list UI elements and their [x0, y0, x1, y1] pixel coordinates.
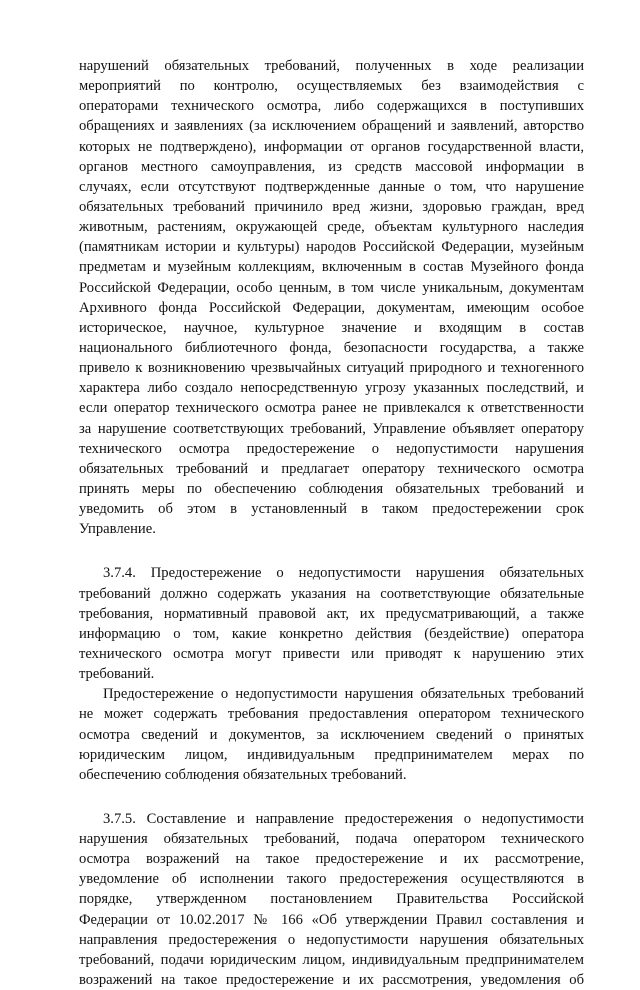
paragraph-gap: [79, 785, 584, 809]
text-line: обращениях и заявлениях (за исключением обращений и заявлений, авторство: [79, 118, 584, 135]
text-line: информацию о том, какие конкретно действия (бездействие) оператора: [79, 625, 584, 642]
text-line: уведомление об исполнении такого предостережения осуществляются в: [79, 871, 584, 888]
paragraph-continuation: [79, 56, 584, 539]
text-line: Федерации от 10.02.2017 № 166 «Об утверждении Правил составления и: [79, 911, 584, 928]
text-line: предметам и музейным коллекциям, включенным в состав Музейного фонда: [79, 259, 584, 276]
text-line: 3.7.4. Предостережение о недопустимости нарушения обязательных: [103, 565, 584, 582]
text-line: мероприятий по контролю, осуществляемых без взаимодействия с: [79, 78, 584, 95]
text-line: обязательных требований и предлагает оператору технического осмотра: [79, 460, 584, 477]
paragraph-clause-3-7-4-continued: [79, 684, 584, 785]
text-line: Управление.: [79, 521, 156, 538]
text-line: не может содержать требования предоставления оператором технического: [79, 706, 584, 723]
text-line: (памятникам истории и культуры) народов Российской Федерации, музейным: [79, 239, 584, 256]
text-line: принять меры по обеспечению соблюдения обязательных требований и: [79, 480, 584, 497]
text-line: требований.: [79, 666, 155, 683]
text-line: национального библиотечного фонда, безопасности государства, а также: [79, 339, 584, 356]
text-line: 3.7.5. Составление и направление предостережения о недопустимости: [103, 810, 584, 827]
text-line: обязательных требований причинило вред жизни, здоровью граждан, вред: [79, 198, 584, 215]
text-line: осмотра сведений и документов, за исключением сведений о принятых: [79, 726, 584, 743]
text-line: порядке, утвержденном постановлением Правительства Российской: [79, 891, 584, 908]
text-line: требований, подачи юридическим лицом, индивидуальным предпринимателем: [79, 951, 584, 968]
text-line: требования, нормативный правовой акт, их предусматривающий, а также: [79, 605, 584, 622]
paragraph-clause-3-7-4: [79, 563, 584, 684]
text-line: за нарушение соответствующих требований, Управление объявляет оператору: [79, 420, 584, 437]
text-line: осмотра возражений на такое предостережение и их рассмотрение,: [79, 851, 584, 868]
text-line: технического осмотра предостережение о недопустимости нарушения: [79, 440, 584, 457]
text-line: животным, растениям, окружающей среде, объектам культурного наследия: [79, 219, 584, 236]
text-line: привело к возникновению чрезвычайных ситуаций природного и техногенного: [79, 360, 584, 377]
paragraph-clause-3-7-5: [79, 809, 584, 990]
text-line: органов местного самоуправления, из средств массовой информации в: [79, 158, 584, 175]
text-line: операторами технического осмотра, либо содержащихся в поступивших: [79, 98, 584, 115]
text-line: историческое, научное, культурное значение и входящим в состав: [79, 319, 584, 336]
text-line: Архивного фонда Российской Федерации, документам, имеющим особое: [79, 299, 584, 316]
text-line: случаях, если отсутствуют подтвержденные данные о том, что нарушение: [79, 178, 584, 195]
text-line: обеспечению соблюдения обязательных требований.: [79, 766, 407, 783]
text-line: характера либо создало непосредственную угрозу указанных последствий, и: [79, 380, 584, 397]
text-line: Российской Федерации, особо ценным, в том числе уникальным, документам: [79, 279, 584, 296]
text-line: направления предостережения о недопустимости нарушения обязательных: [79, 931, 584, 948]
text-line: если оператор технического осмотра ранее не привлекался к ответственности: [79, 400, 584, 417]
text-line: нарушения обязательных требований, подача оператором технического: [79, 831, 584, 848]
text-line: Предостережение о недопустимости нарушения обязательных требований: [103, 686, 584, 703]
text-line: требований должно содержать указания на соответствующие обязательные: [79, 585, 584, 602]
document-page: [79, 56, 584, 990]
text-line: которых не подтверждено), информации от органов государственной власти,: [79, 138, 584, 155]
text-line: технического осмотра могут привести или приводят к нарушению этих: [79, 645, 584, 662]
text-line: нарушений обязательных требований, полученных в ходе реализации: [79, 58, 584, 74]
paragraph-gap: [79, 539, 584, 563]
text-line: возражений на такое предостережение и их рассмотрения, уведомления об: [79, 972, 584, 989]
text-line: уведомить об этом в установленный в таком предостережении срок: [79, 501, 584, 518]
text-line: юридическим лицом, индивидуальным предпринимателем мерах по: [79, 746, 584, 763]
